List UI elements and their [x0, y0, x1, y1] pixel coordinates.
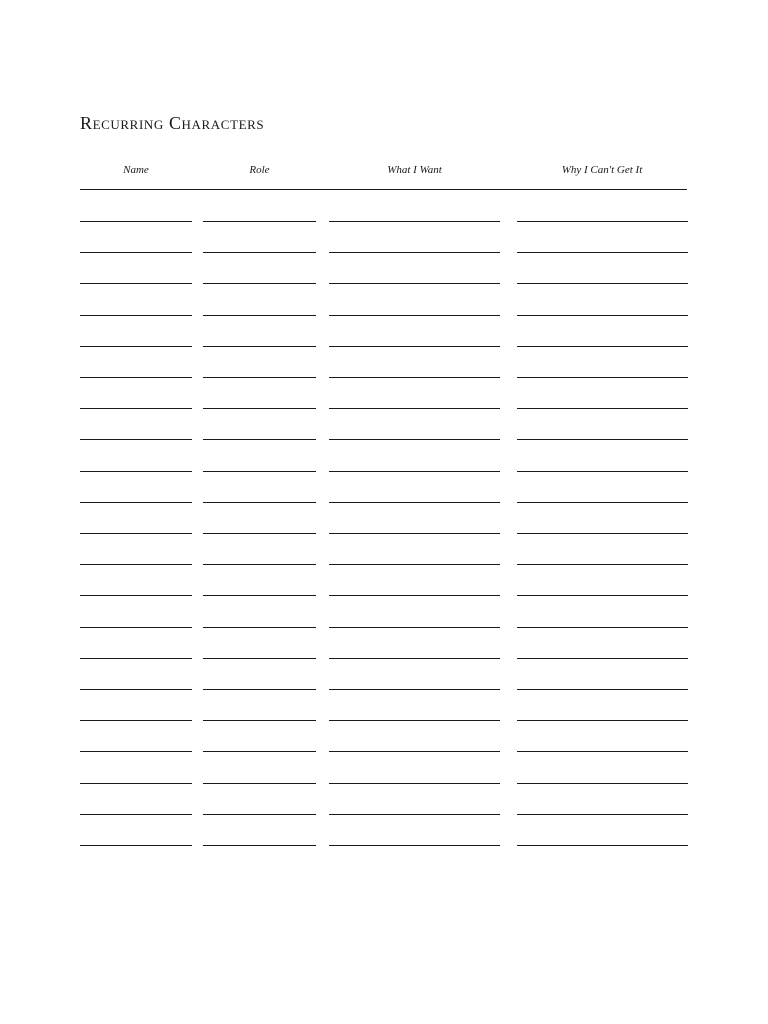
blank-line-what-i-want[interactable]	[329, 346, 500, 347]
blank-line-role[interactable]	[203, 439, 316, 440]
blank-line-name[interactable]	[80, 471, 192, 472]
blank-line-name[interactable]	[80, 221, 192, 222]
blank-line-why-i-cant-get-it[interactable]	[517, 814, 688, 815]
blank-line-name[interactable]	[80, 502, 192, 503]
blank-line-role[interactable]	[203, 689, 316, 690]
blank-line-name[interactable]	[80, 315, 192, 316]
column-header-role: Role	[249, 164, 270, 176]
blank-line-role[interactable]	[203, 408, 316, 409]
blank-line-why-i-cant-get-it[interactable]	[517, 658, 688, 659]
blank-line-why-i-cant-get-it[interactable]	[517, 315, 688, 316]
blank-line-why-i-cant-get-it[interactable]	[517, 377, 688, 378]
blank-line-role[interactable]	[203, 720, 316, 721]
blank-line-why-i-cant-get-it[interactable]	[517, 533, 688, 534]
blank-line-name[interactable]	[80, 720, 192, 721]
blank-line-role[interactable]	[203, 595, 316, 596]
column-header-why-i-cant-get-it: Why I Can't Get It	[561, 164, 643, 176]
blank-line-why-i-cant-get-it[interactable]	[517, 627, 688, 628]
blank-line-role[interactable]	[203, 502, 316, 503]
blank-line-what-i-want[interactable]	[329, 564, 500, 565]
blank-line-name[interactable]	[80, 439, 192, 440]
blank-line-name[interactable]	[80, 689, 192, 690]
blank-line-role[interactable]	[203, 471, 316, 472]
blank-line-role[interactable]	[203, 658, 316, 659]
blank-line-why-i-cant-get-it[interactable]	[517, 751, 688, 752]
blank-line-why-i-cant-get-it[interactable]	[517, 783, 688, 784]
blank-line-why-i-cant-get-it[interactable]	[517, 720, 688, 721]
blank-line-what-i-want[interactable]	[329, 502, 500, 503]
blank-line-what-i-want[interactable]	[329, 283, 500, 284]
blank-line-role[interactable]	[203, 221, 316, 222]
blank-line-what-i-want[interactable]	[329, 595, 500, 596]
blank-line-role[interactable]	[203, 627, 316, 628]
blank-line-why-i-cant-get-it[interactable]	[517, 346, 688, 347]
blank-line-why-i-cant-get-it[interactable]	[517, 564, 688, 565]
blank-line-what-i-want[interactable]	[329, 439, 500, 440]
blank-line-what-i-want[interactable]	[329, 471, 500, 472]
blank-line-what-i-want[interactable]	[329, 221, 500, 222]
blank-line-why-i-cant-get-it[interactable]	[517, 595, 688, 596]
blank-line-what-i-want[interactable]	[329, 783, 500, 784]
blank-line-name[interactable]	[80, 783, 192, 784]
blank-line-role[interactable]	[203, 377, 316, 378]
blank-line-what-i-want[interactable]	[329, 533, 500, 534]
blank-line-role[interactable]	[203, 252, 316, 253]
blank-line-what-i-want[interactable]	[329, 658, 500, 659]
blank-line-name[interactable]	[80, 627, 192, 628]
blank-line-why-i-cant-get-it[interactable]	[517, 471, 688, 472]
blank-line-role[interactable]	[203, 845, 316, 846]
blank-line-what-i-want[interactable]	[329, 720, 500, 721]
blank-line-name[interactable]	[80, 751, 192, 752]
blank-line-why-i-cant-get-it[interactable]	[517, 502, 688, 503]
blank-line-what-i-want[interactable]	[329, 814, 500, 815]
blank-line-what-i-want[interactable]	[329, 252, 500, 253]
blank-line-why-i-cant-get-it[interactable]	[517, 408, 688, 409]
blank-line-name[interactable]	[80, 658, 192, 659]
blank-line-role[interactable]	[203, 814, 316, 815]
blank-line-what-i-want[interactable]	[329, 377, 500, 378]
blank-line-name[interactable]	[80, 814, 192, 815]
blank-line-what-i-want[interactable]	[329, 751, 500, 752]
column-header-name: Name	[123, 164, 149, 176]
blank-line-name[interactable]	[80, 595, 192, 596]
blank-line-what-i-want[interactable]	[329, 408, 500, 409]
blank-line-why-i-cant-get-it[interactable]	[517, 221, 688, 222]
blank-line-what-i-want[interactable]	[329, 315, 500, 316]
blank-line-role[interactable]	[203, 283, 316, 284]
blank-line-name[interactable]	[80, 377, 192, 378]
column-header-what-i-want: What I Want	[387, 164, 442, 176]
blank-line-role[interactable]	[203, 751, 316, 752]
blank-line-name[interactable]	[80, 564, 192, 565]
blank-line-role[interactable]	[203, 346, 316, 347]
page-title: Recurring Characters	[80, 113, 265, 133]
blank-line-role[interactable]	[203, 783, 316, 784]
blank-line-name[interactable]	[80, 346, 192, 347]
blank-line-why-i-cant-get-it[interactable]	[517, 439, 688, 440]
blank-line-role[interactable]	[203, 564, 316, 565]
blank-line-why-i-cant-get-it[interactable]	[517, 689, 688, 690]
blank-line-why-i-cant-get-it[interactable]	[517, 252, 688, 253]
blank-line-role[interactable]	[203, 533, 316, 534]
blank-line-role[interactable]	[203, 315, 316, 316]
blank-line-name[interactable]	[80, 845, 192, 846]
blank-line-name[interactable]	[80, 408, 192, 409]
blank-line-what-i-want[interactable]	[329, 689, 500, 690]
blank-line-why-i-cant-get-it[interactable]	[517, 845, 688, 846]
blank-line-why-i-cant-get-it[interactable]	[517, 283, 688, 284]
blank-line-name[interactable]	[80, 283, 192, 284]
blank-line-name[interactable]	[80, 533, 192, 534]
blank-line-name[interactable]	[80, 252, 192, 253]
blank-line-what-i-want[interactable]	[329, 627, 500, 628]
blank-line-what-i-want[interactable]	[329, 845, 500, 846]
